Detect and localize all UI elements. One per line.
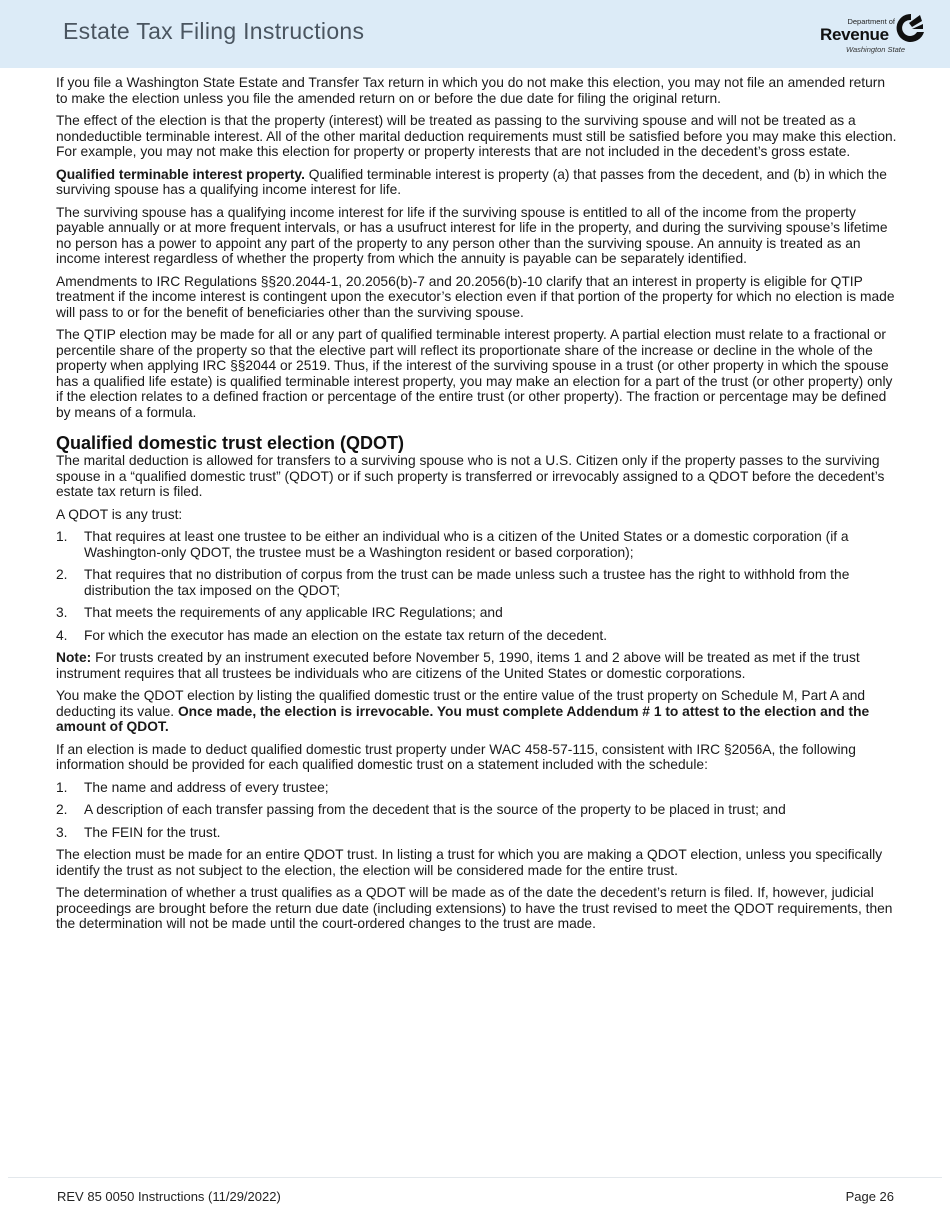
- page-content: [56, 75, 898, 939]
- list-item: [56, 605, 898, 621]
- section-heading: Qualified domestic trust election (QDOT): [56, 433, 405, 453]
- logo-department-text: Department of: [847, 17, 895, 26]
- paragraph: Amendments to IRC Regulations §§20.2044-1, 20.2056(b)-7 and 20.2056(b)-10 clarify that an interest in property is eligible for QTIP treatment if the income interest is contingent upon the executor’s election even if that portion of the property for which no election is made will pass to or for the benefit of beneficiaries other than the surviving spouse.: [56, 273, 895, 320]
- page-header: [0, 0, 950, 68]
- list-text: The name and address of every trustee;: [84, 779, 329, 795]
- paragraph: The surviving spouse has a qualifying income interest for life if the surviving spouse is entitled to all of the income from the property payable annually or at more frequent intervals, or has a usufruct interest for life in the property, and during the surviving spouse’s lifetime no person has a power to appoint any part of the property to any person other than the surviving spouse. An annuity is treated as an income interest regardless of whether the property from which the annuity is payable can be separately identified.: [56, 204, 888, 266]
- list-number: 4.: [56, 627, 68, 643]
- list-text: A description of each transfer passing from the decedent that is the source of the property to be placed in trust; and: [84, 802, 786, 817]
- list-text: That requires that no distribution of corpus from the trust can be made unless such a trustee has the right to withhold from the distribution the tax imposed on the QDOT;: [84, 567, 850, 598]
- paragraph: If an election is made to deduct qualified domestic trust property under WAC 458-57-115, consistent with IRC §2056A, the following information should be provided for each qualified domestic trust on a statement included with the schedule:: [56, 741, 856, 772]
- qdot-requirements-list: [56, 529, 898, 643]
- paragraph: The marital deduction is allowed for transfers to a surviving spouse who is not a U.S. Citizen only if the property passes to the surviving spouse in a “qualified domestic trust” (QDOT) or if such property is transferred or irrevocably assigned to a QDOT before the decedent’s estate tax return is filed.: [56, 453, 885, 499]
- paragraph: If you file a Washington State Estate and Transfer Tax return in which you do not make this election, you may not file an amended return to make the election unless you file the amended return on or before the due date for filing the original return.: [56, 75, 886, 106]
- footer-page-number: Page 26: [845, 1189, 894, 1204]
- paragraph: [56, 167, 898, 198]
- list-item: [56, 628, 898, 644]
- logo-state-text: Washington State: [846, 45, 906, 54]
- paragraph: [56, 650, 898, 681]
- logo-mark-icon: [896, 12, 926, 44]
- paragraph: A QDOT is any trust:: [56, 506, 183, 522]
- list-text: That meets the requirements of any applicable IRC Regulations; and: [84, 605, 503, 620]
- paragraph-text: You make the QDOT election by listing the qualified domestic trust or the entire value of the trust property on Schedule M, Part A and deducting its value.: [56, 688, 866, 719]
- logo-revenue-text: Revenue: [820, 25, 889, 44]
- list-number: 1.: [56, 779, 68, 795]
- list-item: [56, 529, 898, 560]
- list-number: 2.: [56, 567, 68, 582]
- footer-divider: [8, 1177, 942, 1178]
- list-number: 2.: [56, 802, 68, 817]
- paragraph: The election must be made for an entire QDOT trust. In listing a trust for which you are making a QDOT election, unless you specifically identify the trust as not subject to the election, the election will be considered made for the entire trust.: [56, 847, 883, 878]
- list-item: [56, 567, 898, 598]
- list-text: That requires at least one trustee to be either an individual who is a citizen of the United States or a domestic corporation (if a Washington-only QDOT, the trustee must be a Washington resident or based corporation);: [84, 529, 849, 560]
- paragraph: The effect of the election is that the property (interest) will be treated as passing to the surviving spouse and will not be treated as a nondeductible terminable interest. All of the other marital deduction requirements must still be satisfied before you may make this election. For example, you may not make this election for property or property interests that are not included in the decedent’s gross estate.: [56, 113, 897, 159]
- paragraph: The determination of whether a trust qualifies as a QDOT will be made as of the date the decedent’s return is filed. If, however, judicial proceedings are brought before the return due date (including extensions) to have the trust revised to meet the QDOT requirements, then the determination will not be made until the court-ordered changes to the trust are made.: [56, 885, 893, 931]
- list-item: [56, 825, 898, 841]
- statement-info-list: [56, 780, 898, 841]
- list-number: 3.: [56, 605, 68, 620]
- paragraph: The QTIP election may be made for all or any part of qualified terminable interest property. A partial election must relate to a fractional or percentile share of the property so that the elective part will reflect its proportionate share of the increase or decline in the whole of the property when applying IRC §§2044 or 2519. Thus, if the interest of the surviving spouse in a trust (or other property in which the spouse has a qualified life estate) is qualified terminable interest property, you may make an election for a part of the trust (or other property) only if the election relates to a defined fraction or percentage of the entire trust (or other property). The fraction or percentage may be defined by means of a formula.: [56, 327, 893, 420]
- paragraph-text: For trusts created by an instrument executed before November 5, 1990, items 1 and 2 above will be treated as met if the trust instrument requires that all trustees be individuals who are citizens of the United States or domestic corporations.: [56, 650, 860, 681]
- page-title: Estate Tax Filing Instructions: [63, 18, 365, 44]
- paragraph-text: Qualified terminable interest is property (a) that passes from the decedent, and (b) in which the surviving spouse has a qualifying income interest for life.: [56, 166, 887, 197]
- footer-form-id: REV 85 0050 Instructions (11/29/2022): [57, 1189, 281, 1204]
- list-text: For which the executor has made an election on the estate tax return of the decedent.: [84, 627, 608, 643]
- list-number: 1.: [56, 529, 68, 544]
- list-item: [56, 780, 898, 796]
- note-label: Note:: [56, 650, 92, 665]
- emphasis-text: Once made, the election is irrevocable. You must complete Addendum # 1 to attest to the election and the amount of QDOT.: [56, 703, 870, 734]
- list-number: 3.: [56, 824, 68, 840]
- paragraph: [56, 688, 898, 735]
- list-item: [56, 802, 898, 818]
- list-text: The FEIN for the trust.: [84, 824, 221, 840]
- term-heading: Qualified terminable interest property.: [56, 166, 305, 182]
- dor-logo: [818, 12, 928, 58]
